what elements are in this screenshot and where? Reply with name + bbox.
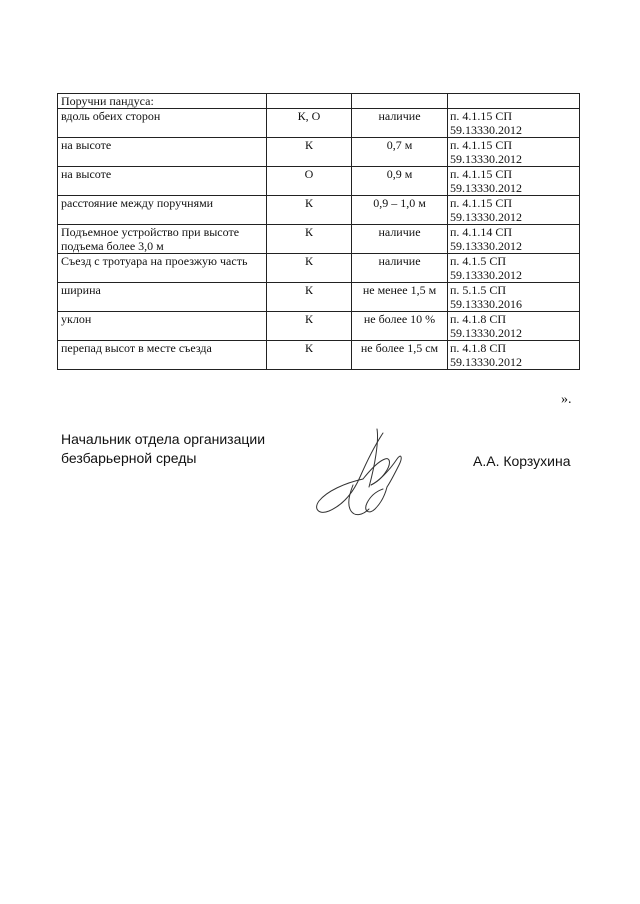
row-value-cell: не более 10 %	[352, 312, 448, 341]
closing-quote: ».	[561, 392, 572, 407]
row-mark-cell: К	[267, 254, 352, 283]
row-name-cell: Подъемное устройство при высоте подъема более 3,0 м	[58, 225, 267, 254]
row-mark-cell: К	[267, 312, 352, 341]
row-value-cell: наличие	[352, 225, 448, 254]
requirements-table	[57, 93, 580, 370]
header-name-cell: Поручни пандуса:	[58, 94, 267, 109]
row-value-cell: наличие	[352, 254, 448, 283]
row-ref-cell: п. 4.1.15 СП 59.13330.2012	[448, 196, 580, 225]
row-value-cell: 0,9 – 1,0 м	[352, 196, 448, 225]
signatory-title-line2: безбарьерной среды	[61, 450, 197, 466]
row-name-cell: ширина	[58, 283, 267, 312]
table-header-row	[58, 94, 580, 109]
row-mark-cell: К, О	[267, 109, 352, 138]
row-name-cell: расстояние между поручнями	[58, 196, 267, 225]
row-name-cell: перепад высот в месте съезда	[58, 341, 267, 370]
row-mark-cell: О	[267, 167, 352, 196]
table-row	[58, 138, 580, 167]
row-name-cell: уклон	[58, 312, 267, 341]
row-value-cell: 0,7 м	[352, 138, 448, 167]
row-name-cell: на высоте	[58, 167, 267, 196]
row-mark-cell: К	[267, 283, 352, 312]
row-value-cell: 0,9 м	[352, 167, 448, 196]
row-ref-cell: п. 4.1.14 СП 59.13330.2012	[448, 225, 580, 254]
row-name-cell: Съезд с тротуара на проезжую часть	[58, 254, 267, 283]
row-mark-cell: К	[267, 341, 352, 370]
row-name-cell: вдоль обеих сторон	[58, 109, 267, 138]
table-row	[58, 341, 580, 370]
handwritten-signature	[305, 425, 415, 520]
row-mark-cell: К	[267, 225, 352, 254]
table-row	[58, 283, 580, 312]
row-ref-cell: п. 5.1.5 СП 59.13330.2016	[448, 283, 580, 312]
row-mark-cell: К	[267, 196, 352, 225]
signatory-title	[61, 430, 265, 468]
row-ref-cell: п. 4.1.8 СП 59.13330.2012	[448, 341, 580, 370]
table-row	[58, 167, 580, 196]
row-ref-cell: п. 4.1.8 СП 59.13330.2012	[448, 312, 580, 341]
signatory-title-line1: Начальник отдела организации	[61, 431, 266, 447]
row-ref-cell: п. 4.1.15 СП 59.13330.2012	[448, 167, 580, 196]
row-ref-cell: п. 4.1.15 СП 59.13330.2012	[448, 109, 580, 138]
row-value-cell: не более 1,5 см	[352, 341, 448, 370]
table-row	[58, 312, 580, 341]
row-ref-cell: п. 4.1.5 СП 59.13330.2012	[448, 254, 580, 283]
table-row	[58, 254, 580, 283]
requirements-table-body	[58, 94, 580, 370]
table-row	[58, 109, 580, 138]
row-value-cell: не менее 1,5 м	[352, 283, 448, 312]
row-ref-cell: п. 4.1.15 СП 59.13330.2012	[448, 138, 580, 167]
header-ref-cell	[448, 94, 580, 109]
row-name-cell: на высоте	[58, 138, 267, 167]
row-value-cell: наличие	[352, 109, 448, 138]
header-value-cell	[352, 94, 448, 109]
header-mark-cell	[267, 94, 352, 109]
table-row	[58, 225, 580, 254]
row-mark-cell: К	[267, 138, 352, 167]
table-row	[58, 196, 580, 225]
signatory-name: А.А. Корзухина	[473, 453, 571, 469]
